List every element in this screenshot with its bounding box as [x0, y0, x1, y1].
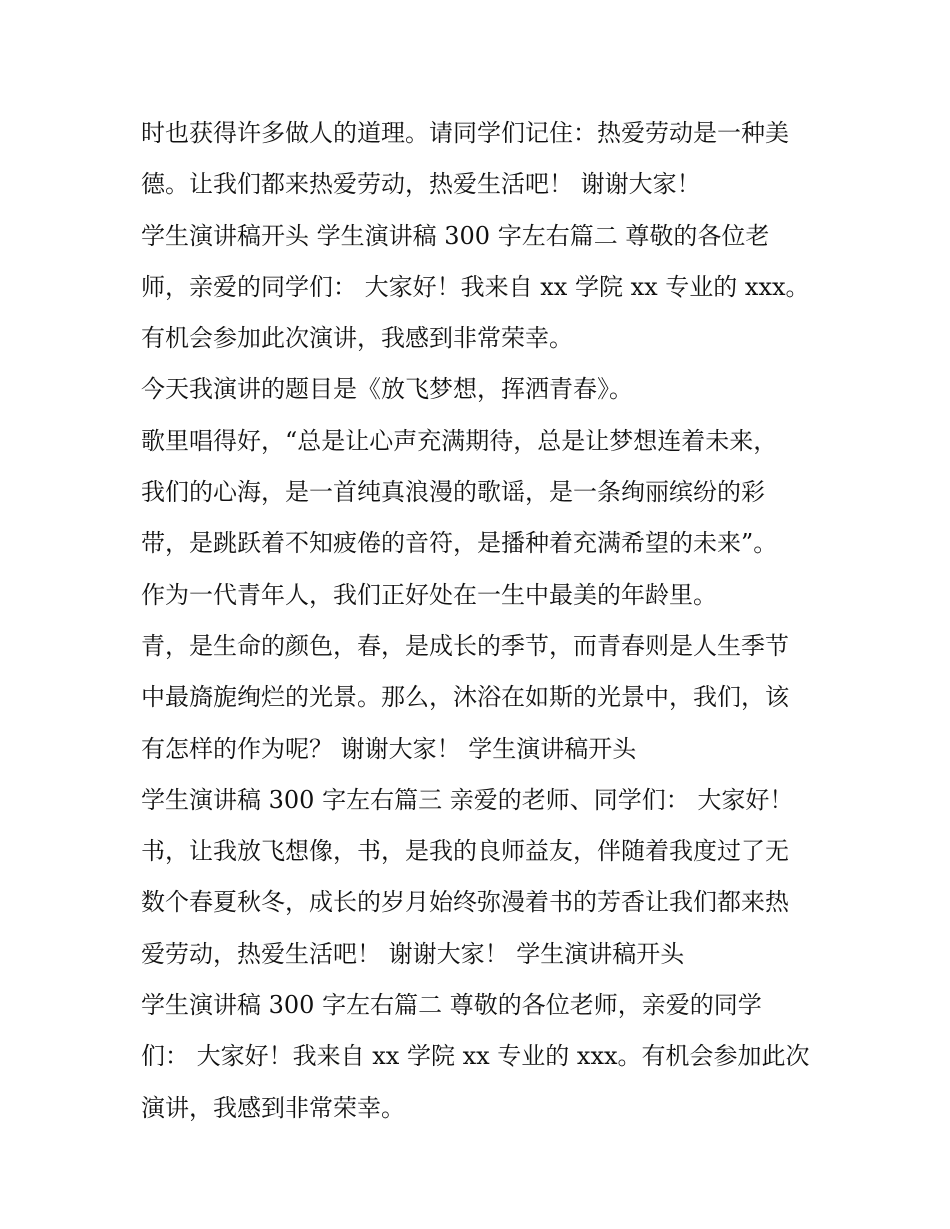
- text-line: 爱劳动，热爱生活吧！ 谢谢大家！ 学生演讲稿开头: [141, 939, 685, 968]
- text-line: 学生演讲稿开头 学生演讲稿 300 字左右篇二 尊敬的各位老: [141, 221, 770, 250]
- text-line: 书，让我放飞想像，书，是我的良师益友，伴随着我度过了无: [141, 837, 789, 866]
- text-line: 数个春夏秋冬，成长的岁月始终弥漫着书的芳香让我们都来热: [141, 888, 789, 917]
- text-line: 作为一代青年人，我们正好处在一生中最美的年龄里。: [141, 580, 717, 609]
- text-line: 们： 大家好！我来自 xx 学院 xx 专业的 xxx。有机会参加此次: [141, 1042, 810, 1071]
- text-line: 歌里唱得好，“总是让心声充满期待，总是让梦想连着未来，: [141, 426, 778, 455]
- text-line: 学生演讲稿 300 字左右篇二 尊敬的各位老师，亲爱的同学: [141, 991, 762, 1020]
- text-line: 德。让我们都来热爱劳动，热爱生活吧！ 谢谢大家！: [141, 170, 701, 199]
- text-line: 今天我演讲的题目是《放飞梦想，挥洒青春》。: [141, 375, 633, 404]
- text-line: 我们的心海，是一首纯真浪漫的歌谣，是一条绚丽缤纷的彩: [141, 478, 765, 507]
- text-line: 中最旖旎绚烂的光景。那么，沐浴在如斯的光景中，我们，该: [141, 683, 789, 712]
- text-line: 演讲，我感到非常荣幸。: [141, 1093, 405, 1122]
- text-line: 有怎样的作为呢？ 谢谢大家！ 学生演讲稿开头: [141, 734, 637, 763]
- text-line: 时也获得许多做人的道理。请同学们记住：热爱劳动是一种美: [141, 119, 789, 147]
- body-text: [141, 108, 821, 1134]
- text-line: 青，是生命的颜色，春，是成长的季节，而青春则是人生季节: [141, 631, 789, 660]
- text-line: 学生演讲稿 300 字左右篇三 亲爱的老师、同学们： 大家好！: [141, 785, 794, 814]
- text-line: 带，是跳跃着不知疲倦的音符，是播种着充满希望的未来”。: [141, 529, 778, 558]
- text-line: 师，亲爱的同学们： 大家好！我来自 xx 学院 xx 专业的 xxx。: [141, 272, 810, 301]
- text-line: 有机会参加此次演讲，我感到非常荣幸。: [141, 324, 573, 353]
